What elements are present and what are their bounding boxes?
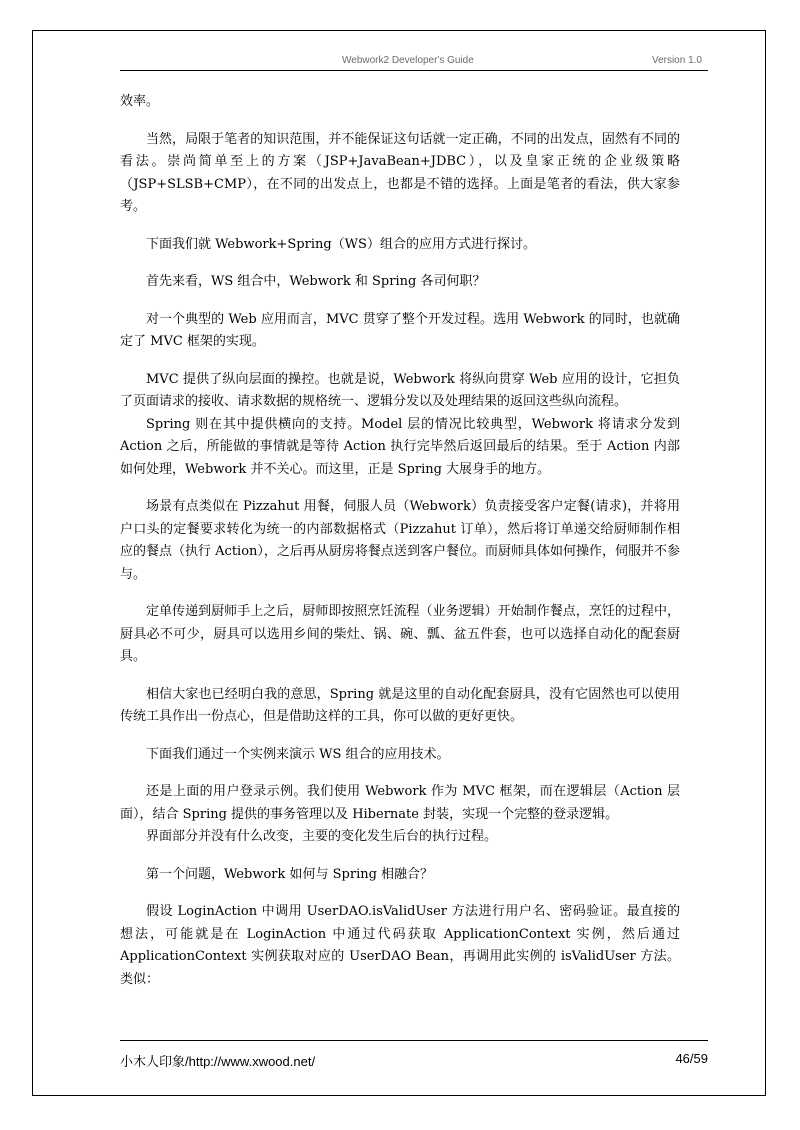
header-divider — [120, 70, 708, 71]
paragraph: 第一个问题，Webwork 如何与 Spring 相融合？ — [146, 866, 434, 882]
paragraph: MVC 提供了纵向层面的操控。也就是说，Webwork 将纵向贯穿 Web 应用的设计，它担负了页面请求的接收、请求数据的规格统一、逻辑分发以及处理结果的返回这些纵向流程。 — [120, 371, 680, 409]
paragraph: 还是上面的用户登录示例。我们使用 Webwork 作为 MVC 框架，而在逻辑层（Action 层面），结合 Spring 提供的事务管理以及 Hibernate 封装，实现一个完整的登录逻辑。 — [120, 784, 680, 822]
paragraph: 下面我们通过一个实例来演示 WS 组合的应用技术。 — [146, 746, 450, 762]
paragraph: 下面我们就 Webwork+Spring（WS）组合的应用方式进行探讨。 — [146, 236, 536, 252]
paragraph: 当然，局限于笔者的知识范围，并不能保证这句话就一定正确，不同的出发点，固然有不同的看法。崇尚简单至上的方案（JSP+JavaBean+JDBC），以及皇家正统的企业级策略（JSP+SLSB+CMP），在不同的出发点上，也都是不错的选择。上面是笔者的看法，供大家参考。 — [120, 131, 680, 214]
paragraph: 效率。 — [120, 94, 160, 109]
document-title: Webwork2 Developer's Guide — [342, 55, 474, 66]
paragraph: 定单传递到厨师手上之后，厨师即按照烹饪流程（业务逻辑）开始制作餐点，烹饪的过程中，厨具必不可少，厨具可以选用乡间的柴灶、锅、碗、瓢、盆五件套，也可以选择自动化的配套厨具。 — [120, 604, 680, 664]
page-body — [120, 91, 680, 1006]
footer-site: 小木人印象/http://www.xwood.net/ — [120, 1054, 316, 1069]
page-number: 46/59 — [675, 1051, 708, 1066]
paragraph: 相信大家也已经明白我的意思，Spring 就是这里的自动化配套厨具，没有它固然也可以使用传统工具作出一份点心，但是借助这样的工具，你可以做的更好更快。 — [120, 686, 680, 724]
paragraph: 界面部分并没有什么改变，主要的变化发生后台的执行过程。 — [146, 829, 498, 844]
document-version: Version 1.0 — [651, 55, 702, 66]
paragraph: 对一个典型的 Web 应用而言，MVC 贯穿了整个开发过程。选用 Webwork 的同时，也就确定了 MVC 框架的实现。 — [120, 311, 680, 349]
page-footer — [120, 1051, 708, 1069]
paragraph: Spring 则在其中提供横向的支持。Model 层的情况比较典型，Webwork 将请求分发到 Action 之后，所能做的事情就是等待 Action 执行完毕然后返回最后的结果。至于 Action 内部如何处理，Webwork 并不关心。而这里，正是 Spring 大展身手的地方。 — [120, 416, 680, 477]
paragraph: 首先来看，WS 组合中，Webwork 和 Spring 各司何职？ — [146, 274, 486, 289]
paragraph: 场景有点类似在 Pizzahut 用餐，伺服人员（Webwork）负责接受客户定餐(请求)，并将用户口头的定餐要求转化为统一的内部数据格式（Pizzahut 订单），然后将订单递交给厨师制作相应的餐点（执行 Action），之后再从厨房将餐点送到客户餐位。而厨师具体如何操作，伺服并不参与。 — [120, 499, 680, 582]
paragraph: 假设 LoginAction 中调用 UserDAO.isValidUser 方法进行用户名、密码验证。最直接的想法，可能就是在 LoginAction 中通过代码获取 ApplicationContext 实例，然后通过 ApplicationContext 实例获取对应的 UserDAO Bean，再调用此实例的 isValidUser 方法。类似： — [120, 904, 680, 987]
page-header — [120, 55, 708, 71]
footer-divider — [120, 1040, 708, 1041]
